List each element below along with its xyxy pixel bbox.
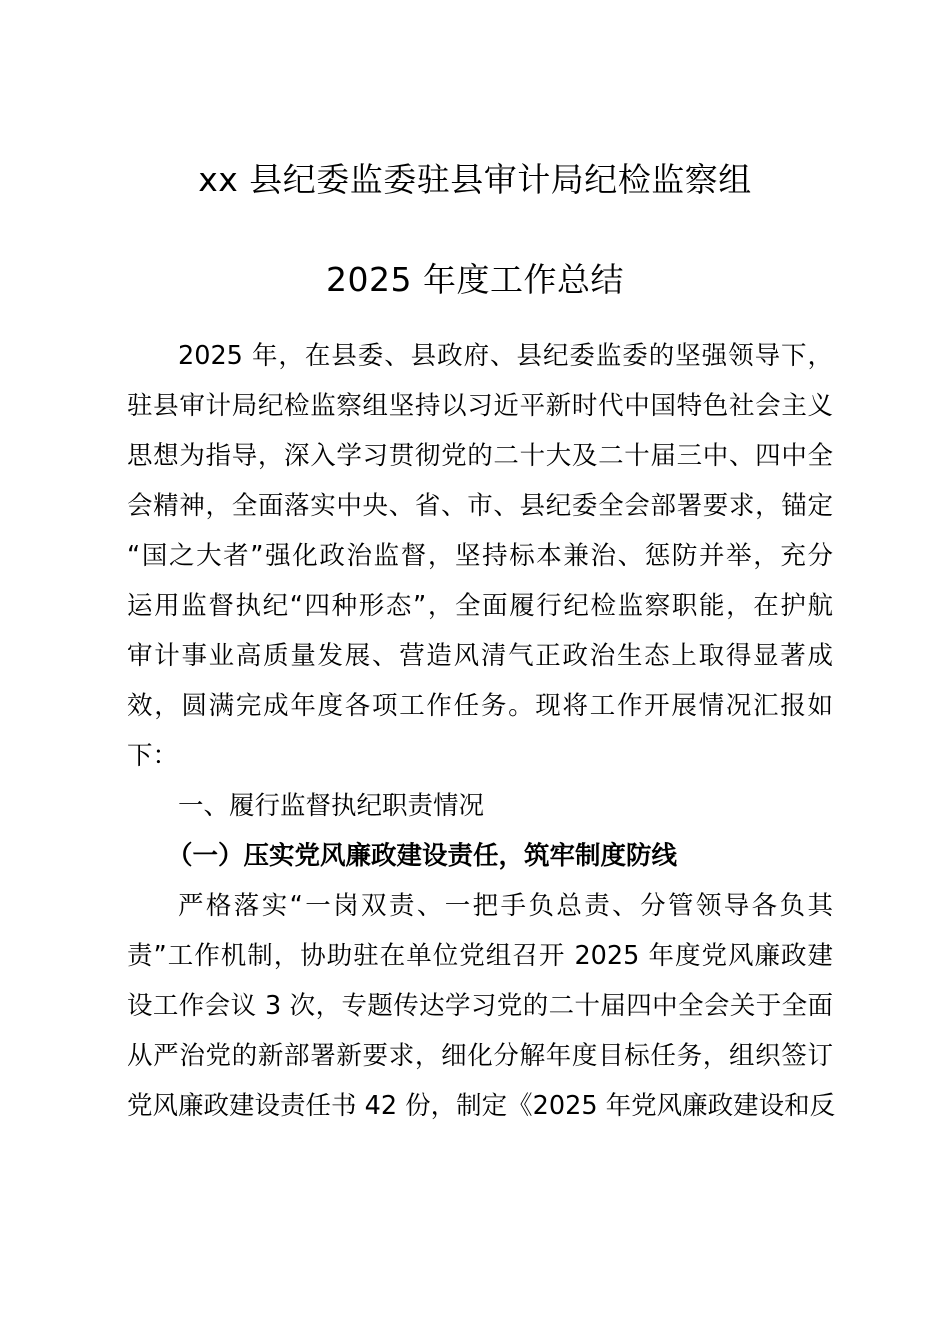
section-heading: 一、履行监督执纪职责情况 bbox=[178, 791, 485, 821]
paragraph-line: 党风廉政建设责任书 42 份，制定《2025 年党风廉政建设和反 bbox=[127, 1091, 836, 1121]
subsection-heading: （一）压实党风廉政建设责任，筑牢制度防线 bbox=[167, 841, 678, 871]
paragraph-line: 从严治党的新部署新要求，细化分解年度目标任务，组织签订 bbox=[127, 1041, 833, 1071]
paragraph-line: 思想为指导，深入学习贯彻党的二十大及二十届三中、四中全 bbox=[127, 441, 833, 471]
paragraph-line: “国之大者”强化政治监督，坚持标本兼治、惩防并举，充分 bbox=[127, 541, 833, 571]
paragraph-line: 责”工作机制，协助驻在单位党组召开 2025 年度党风廉政建 bbox=[127, 941, 833, 971]
paragraph-line: 驻县审计局纪检监察组坚持以习近平新时代中国特色社会主义 bbox=[127, 391, 833, 421]
paragraph-line: 设工作会议 3 次，专题传达学习党的二十届四中全会关于全面 bbox=[127, 991, 833, 1021]
paragraph-line: 2025 年，在县委、县政府、县纪委监委的坚强领导下， bbox=[178, 341, 833, 371]
document-body bbox=[127, 331, 836, 1131]
title-line-2: 2025 年度工作总结 bbox=[326, 260, 624, 299]
paragraph-line: 下： bbox=[127, 741, 179, 771]
title-line-1: xx 县纪委监委驻县审计局纪检监察组 bbox=[198, 160, 752, 199]
paragraph-line: 严格落实“一岗双责、一把手负总责、分管领导各负其 bbox=[178, 891, 833, 921]
paragraph-line: 效，圆满完成年度各项工作任务。现将工作开展情况汇报如 bbox=[127, 691, 833, 721]
paragraph-line: 运用监督执纪“四种形态”，全面履行纪检监察职能，在护航 bbox=[127, 591, 833, 621]
paragraph-line: 会精神，全面落实中央、省、市、县纪委全会部署要求，锚定 bbox=[127, 491, 833, 521]
paragraph-line: 审计事业高质量发展、营造风清气正政治生态上取得显著成 bbox=[127, 641, 833, 671]
